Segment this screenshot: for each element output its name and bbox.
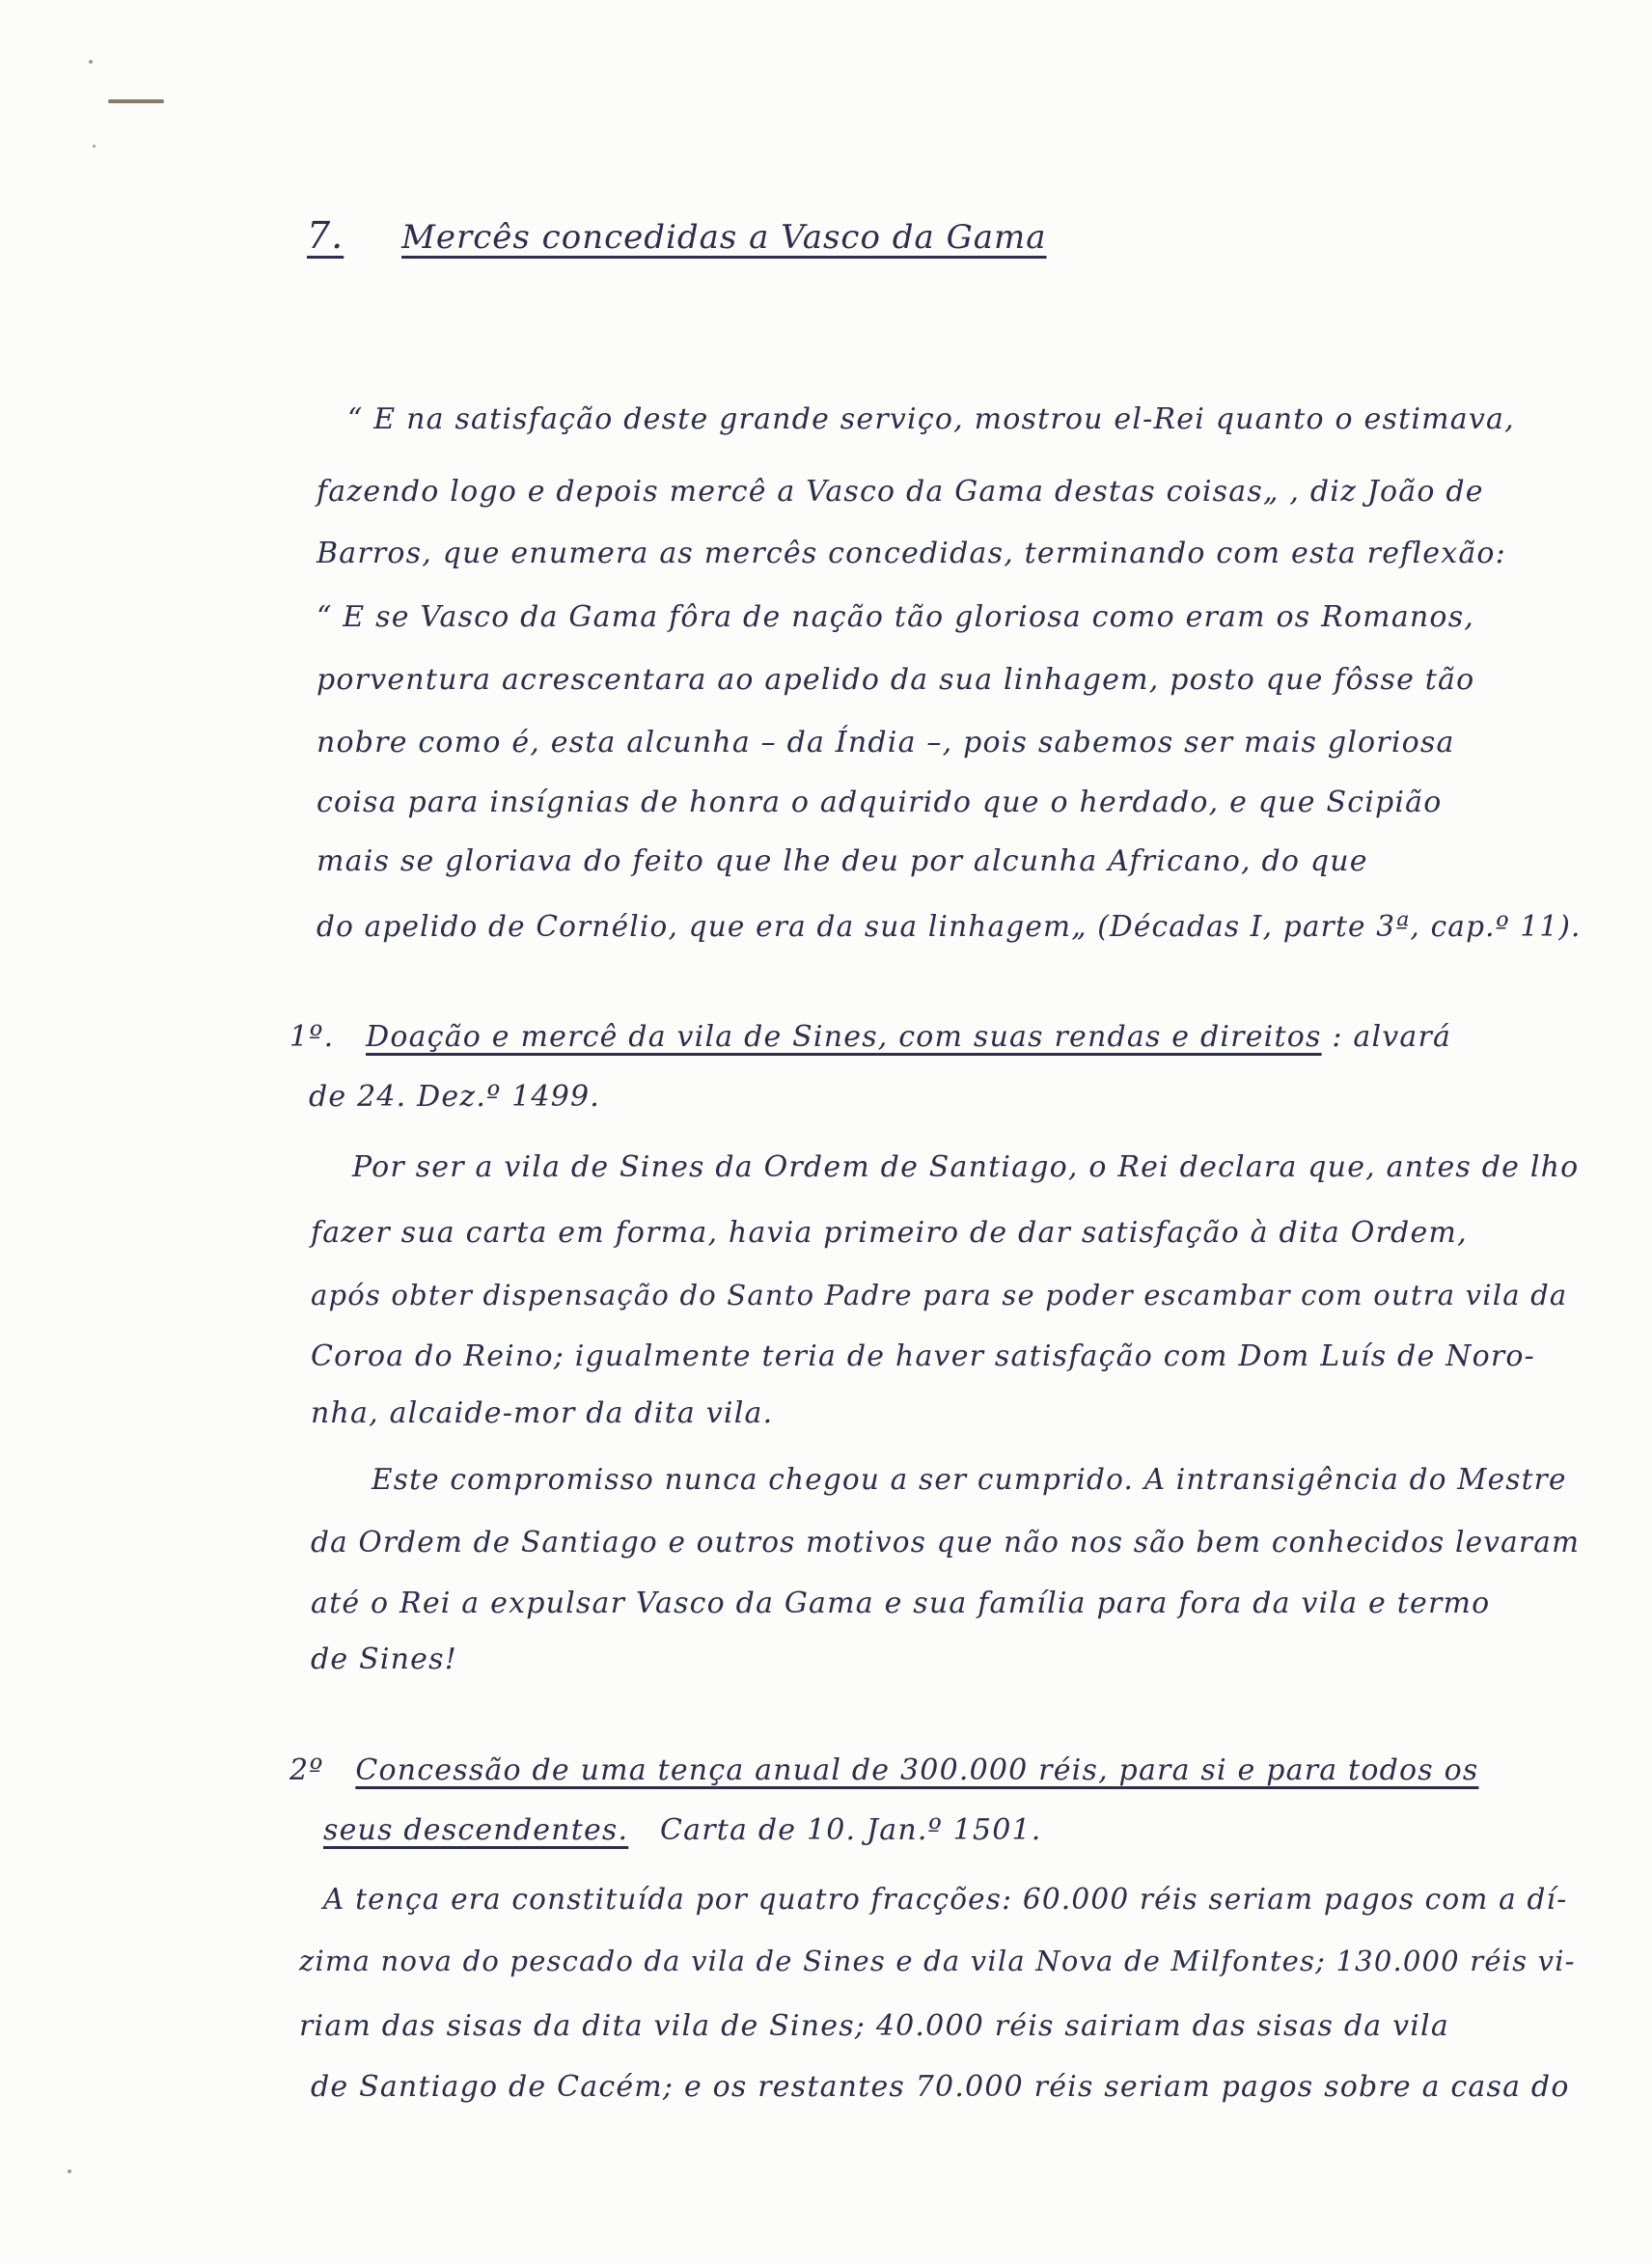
- title-number: 7.: [307, 214, 344, 257]
- quote-line: “ E se Vasco da Gama fôra de nação tão gloriosa como eram os Romanos,: [317, 600, 1475, 634]
- section-1-heading: [289, 1018, 1451, 1057]
- section-1-para2-line: da Ordem de Santiago e outros motivos que não nos são bem conhecidos levaram: [311, 1526, 1581, 1559]
- pin-mark: [108, 99, 164, 103]
- section-1-para-line: após obter dispensação do Santo Padre para se poder escambar com outra vila da: [311, 1279, 1568, 1311]
- section-1-date: de 24. Dez.º 1499.: [309, 1080, 601, 1114]
- quote-line: porventura acrescentara ao apelido da sua linhagem, posto que fôsse tão: [317, 663, 1475, 697]
- paper-speck: [68, 2169, 71, 2173]
- quote-line: nobre como é, esta alcunha – da Índia –, pois sabemos ser mais gloriosa: [317, 726, 1455, 759]
- quote-line: Barros, que enumera as mercês concedidas, terminando com esta reflexão:: [317, 537, 1506, 570]
- section-2-para-line: riam das sisas da dita vila de Sines; 40.000 réis sairiam das sisas da vila: [299, 2009, 1449, 2043]
- section-1-title-tail: : alvará: [1332, 1020, 1452, 1054]
- quote-line: fazendo logo e depois mercê a Vasco da Gama destas coisas„ , diz João de: [317, 475, 1484, 509]
- paper-speck: [89, 60, 93, 64]
- quote-line: “ E na satisfação deste grande serviço, mostrou el-Rei quanto o estimava,: [347, 402, 1515, 436]
- section-2-title: Concessão de uma tença anual de 300.000 réis, para si e para todos os: [355, 1753, 1479, 1787]
- section-2-para-line: zima nova do pescado da vila de Sines e da vila Nova de Milfontes; 130.000 réis vi-: [299, 1945, 1576, 1977]
- section-1-para2-line: de Sines!: [311, 1642, 457, 1676]
- quote-line: do apelido de Cornélio, que era da sua linhagem„ (Décadas I, parte 3ª, cap.º 11).: [317, 910, 1582, 943]
- section-1-number: 1º.: [289, 1020, 335, 1054]
- section-2-heading-line2: [323, 1811, 1042, 1850]
- title-text: Mercês concedidas a Vasco da Gama: [401, 218, 1047, 257]
- quote-line: coisa para insígnias de honra o adquirido que o herdado, e que Scipião: [317, 786, 1443, 819]
- section-1-para2-line: Este compromisso nunca chegou a ser cumprido. A intransigência do Mestre: [372, 1463, 1567, 1496]
- section-1-para-line: nha, alcaide-mor da dita vila.: [311, 1396, 774, 1430]
- section-2-number: 2º: [289, 1753, 324, 1787]
- section-1-para2-line: até o Rei a expulsar Vasco da Gama e sua família para fora da vila e termo: [311, 1587, 1491, 1620]
- section-2-para-line: de Santiago de Cacém; e os restantes 70.000 réis seriam pagos sobre a casa do: [311, 2070, 1570, 2104]
- quote-line: mais se gloriava do feito que lhe deu por alcunha Africano, do que: [317, 844, 1368, 878]
- section-2-heading: [289, 1752, 1478, 1790]
- section-1-title: Doação e mercê da vila de Sines, com suas rendas e direitos: [366, 1020, 1322, 1054]
- section-2-title-cont: seus descendentes.: [323, 1813, 629, 1847]
- paper-speck: [93, 145, 96, 148]
- section-1-para-line: Por ser a vila de Sines da Ordem de Santiago, o Rei declara que, antes de lho: [352, 1150, 1580, 1184]
- section-2-para-line: A tença era constituída por quatro fracções: 60.000 réis seriam pagos com a dí-: [323, 1883, 1568, 1916]
- page-title: [307, 214, 1047, 257]
- section-1-para-line: Coroa do Reino; igualmente teria de haver satisfação com Dom Luís de Noro-: [311, 1339, 1535, 1373]
- section-1-para-line: fazer sua carta em forma, havia primeiro de dar satisfação à dita Ordem,: [311, 1216, 1468, 1250]
- section-2-letter-date: Carta de 10. Jan.º 1501.: [660, 1813, 1042, 1847]
